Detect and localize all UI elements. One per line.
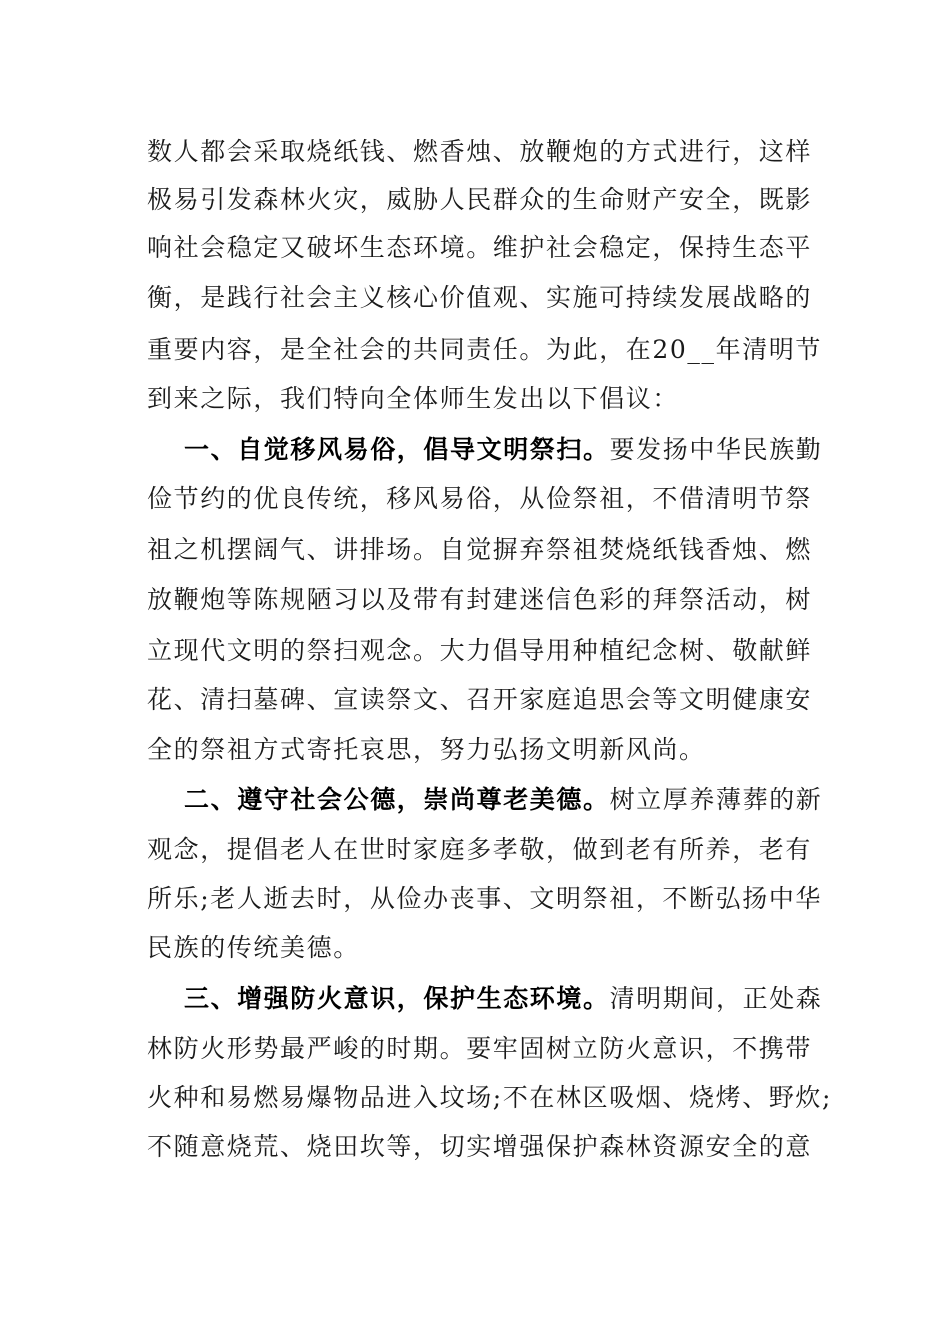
paragraph-line: 林防火形势最严峻的时期。要牢固树立防火意识，不携带 [147, 1034, 813, 1063]
section-1-heading: 一、自觉移风易俗，倡导文明祭扫。 [184, 435, 610, 464]
paragraph-line: 花、清扫墓碑、宣读祭文、召开家庭追思会等文明健康安 [147, 685, 813, 714]
paragraph-line: 放鞭炮等陈规陋习以及带有封建迷信色彩的拜祭活动，树 [147, 585, 813, 614]
paragraph-line: 重要内容，是全社会的共同责任。为此，在20__年清明节 [147, 335, 823, 364]
section-2-first-line [184, 776, 822, 824]
section-2-text: 树立厚养薄葬的新 [609, 785, 823, 814]
paragraph-line: 立现代文明的祭扫观念。大力倡导用种植纪念树、敬献鲜 [147, 636, 813, 665]
paragraph-line: 数人都会采取烧纸钱、燃香烛、放鞭炮的方式进行，这样 [147, 137, 813, 166]
paragraph-line: 观念，提倡老人在世时家庭多孝敬，做到老有所养，老有 [147, 835, 813, 864]
paragraph-line: 俭节约的优良传统，移风易俗，从俭祭祖，不借清明节祭 [147, 484, 813, 513]
paragraph-line: 火种和易燃易爆物品进入坟场;不在林区吸烟、烧烤、野炊; [147, 1083, 833, 1112]
paragraph-line: 祖之机摆阔气、讲排场。自觉摒弃祭祖焚烧纸钱香烛、燃 [147, 535, 813, 564]
paragraph-line: 响社会稳定又破坏生态环境。维护社会稳定，保持生态平 [147, 233, 813, 262]
section-3-text: 清明期间，正处森 [609, 984, 823, 1013]
paragraph-line: 民族的传统美德。 [147, 933, 360, 962]
section-3-heading: 三、增强防火意识，保护生态环境。 [184, 984, 610, 1013]
section-1-text: 要发扬中华民族勤 [609, 435, 823, 464]
section-1-first-line [184, 426, 822, 474]
paragraph-line: 到来之际，我们特向全体师生发出以下倡议： [147, 384, 680, 413]
paragraph-line: 不随意烧荒、烧田坎等，切实增强保护森林资源安全的意 [147, 1132, 813, 1161]
section-3-first-line [184, 975, 822, 1023]
paragraph-line: 极易引发森林火灾，威胁人民群众的生命财产安全，既影 [147, 185, 813, 214]
section-2-heading: 二、遵守社会公德，崇尚尊老美德。 [184, 785, 610, 814]
paragraph-line: 全的祭祖方式寄托哀思，努力弘扬文明新风尚。 [147, 735, 706, 764]
paragraph-line: 所乐;老人逝去时，从俭办丧事、文明祭祖，不断弘扬中华 [147, 884, 823, 913]
paragraph-line: 衡，是践行社会主义核心价值观、实施可持续发展战略的 [147, 283, 813, 312]
